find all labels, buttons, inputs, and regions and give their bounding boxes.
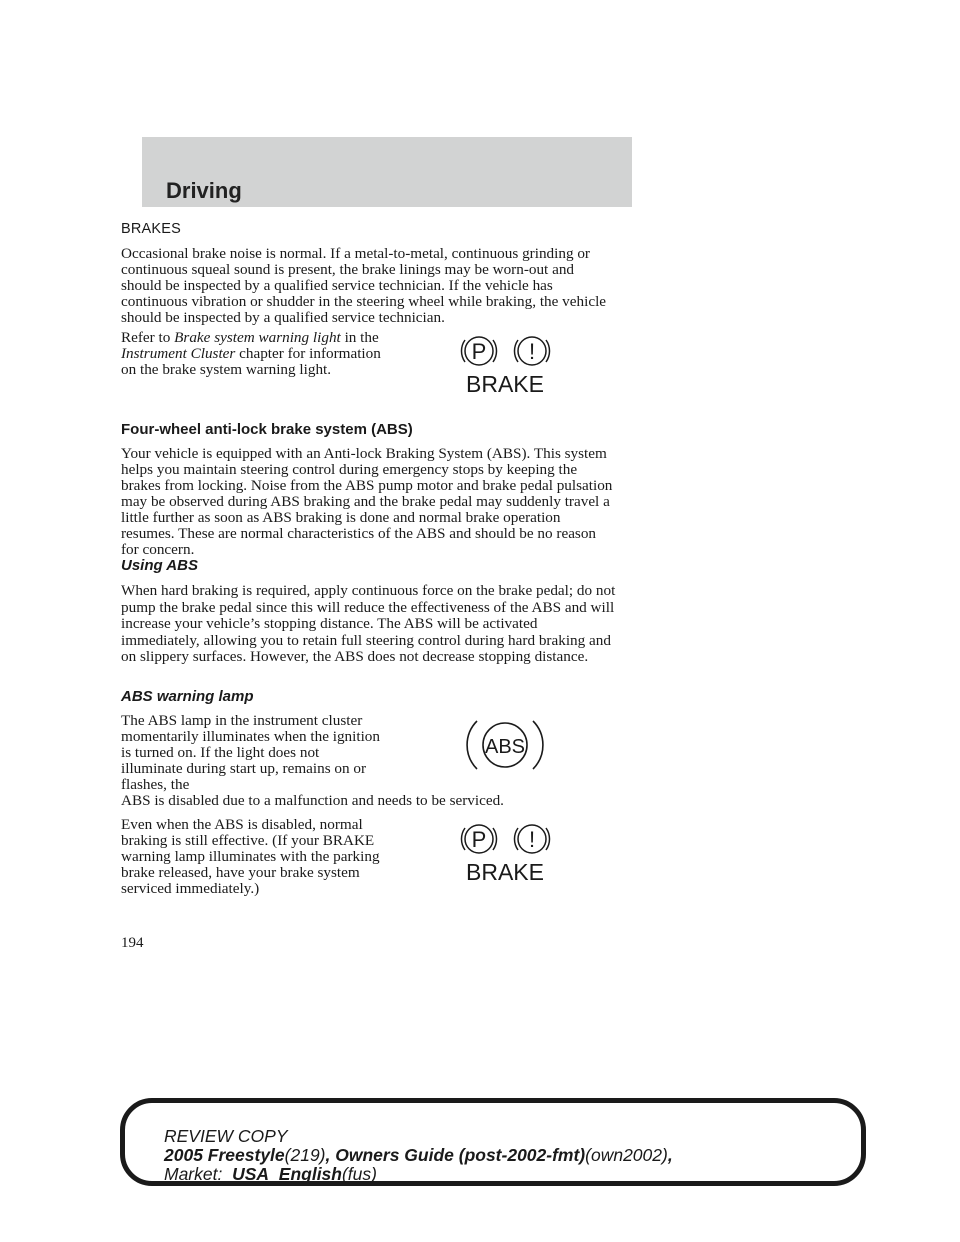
footer-market-label: Market: [164,1164,223,1184]
brakes-section [121,221,617,237]
footer-comma: , [667,1145,673,1165]
abs-lamp-paragraph-continued: ABS is disabled due to a malfunction and needs to be serviced. [121,792,504,809]
brakes-refer [121,330,391,378]
abs-lamp-body-narrow [121,713,383,793]
abs-lamp-heading-wrap [121,689,617,705]
abs-lamp-paragraph: The ABS lamp in the instrument cluster momentarily illuminates when the ignition is turned on. If the light does not illuminate during start up, remains on or flashes, the [121,712,380,793]
abs-icon-label: ABS [484,736,526,758]
footer-guide: , Owners Guide (post-2002-fmt) [325,1145,586,1165]
using-abs-body [121,583,617,666]
brake-icon-symbol: ! [528,827,536,852]
brakes-body [121,246,617,326]
abs-heading-wrap [121,422,617,438]
footer-market: USA_English [232,1164,342,1184]
footer-market-code: (fus) [341,1164,377,1184]
instrument-cluster-reference: Instrument Cluster [121,345,236,362]
brake-warning-icon [459,334,555,401]
using-abs-heading-wrap [121,558,617,574]
abs-paragraph: Your vehicle is equipped with an Anti-lock Braking System (ABS). This system helps you maintain steering control during emergency stops by keeping the brakes from locking. Noise from the ABS pump motor and brake pedal pulsation may be observed during ABS braking and the brake pedal may suddenly travel a little further as soon as ABS braking is done and normal brake operation resumes. These are normal characteristics of the ABS and should be no reason for concern. [121,445,613,558]
brake-icon-letter: P [471,827,487,852]
brakes-heading: BRAKES [121,221,182,237]
abs-warning-icon [465,714,545,781]
brake-icon-symbol: ! [528,339,536,364]
refer-mid: in the [344,329,379,346]
abs-lamp-body-full [121,793,617,809]
footer-review-copy [164,1127,288,1146]
footer-model-code: (219) [284,1145,326,1165]
brake-icon-label: BRAKE [466,859,544,884]
using-abs-heading: Using ABS [121,557,198,574]
abs-lamp-body-2 [121,817,389,897]
abs-lamp-paragraph-2: Even when the ABS is disabled, normal braking is still effective. (If your BRAKE warning lamp illuminates with the parking brake released, have your brake system serviced immediately.) [121,816,380,897]
footer-market-info [164,1165,377,1184]
using-abs-paragraph: When hard braking is required, apply continuous force on the brake pedal; do not pump the brake pedal since this will reduce the effectiveness of the ABS and will increase your vehicle’s stopping distance. The ABS will be activated immediately, allowing you to retain full steering control during hard braking and on slippery surfaces. However, the ABS does not decrease stopping distance. [121,582,616,666]
brake-icon-label: BRAKE [466,371,544,396]
footer-guide-code: (own2002) [585,1145,668,1165]
abs-heading: Four-wheel anti-lock brake system (ABS) [121,421,413,438]
abs-lamp-heading: ABS warning lamp [121,688,254,705]
abs-body [121,446,617,558]
refer-suffix: chapter for information on the brake system warning light. [121,345,381,378]
brake-warning-icon [459,822,555,889]
section-title: Driving [166,178,242,203]
page-number: 194 [121,935,144,951]
footer-document-info [164,1146,673,1165]
footer-model: 2005 Freestyle [164,1145,285,1165]
brakes-refer-paragraph [121,330,391,378]
refer-prefix: Refer to [121,329,171,346]
brake-warning-light-reference: Brake system warning light [174,329,341,346]
brakes-paragraph: Occasional brake noise is normal. If a metal-to-metal, continuous grinding or continuous squeal sound is present, the brake linings may be worn-out and should be inspected by a qualified service technician. If the vehicle has continuous vibration or shudder in the steering wheel while braking, the vehicle should be inspected by a qualified service technician. [121,245,607,326]
brake-icon-letter: P [471,339,487,364]
footer-line1: REVIEW COPY [164,1126,288,1146]
